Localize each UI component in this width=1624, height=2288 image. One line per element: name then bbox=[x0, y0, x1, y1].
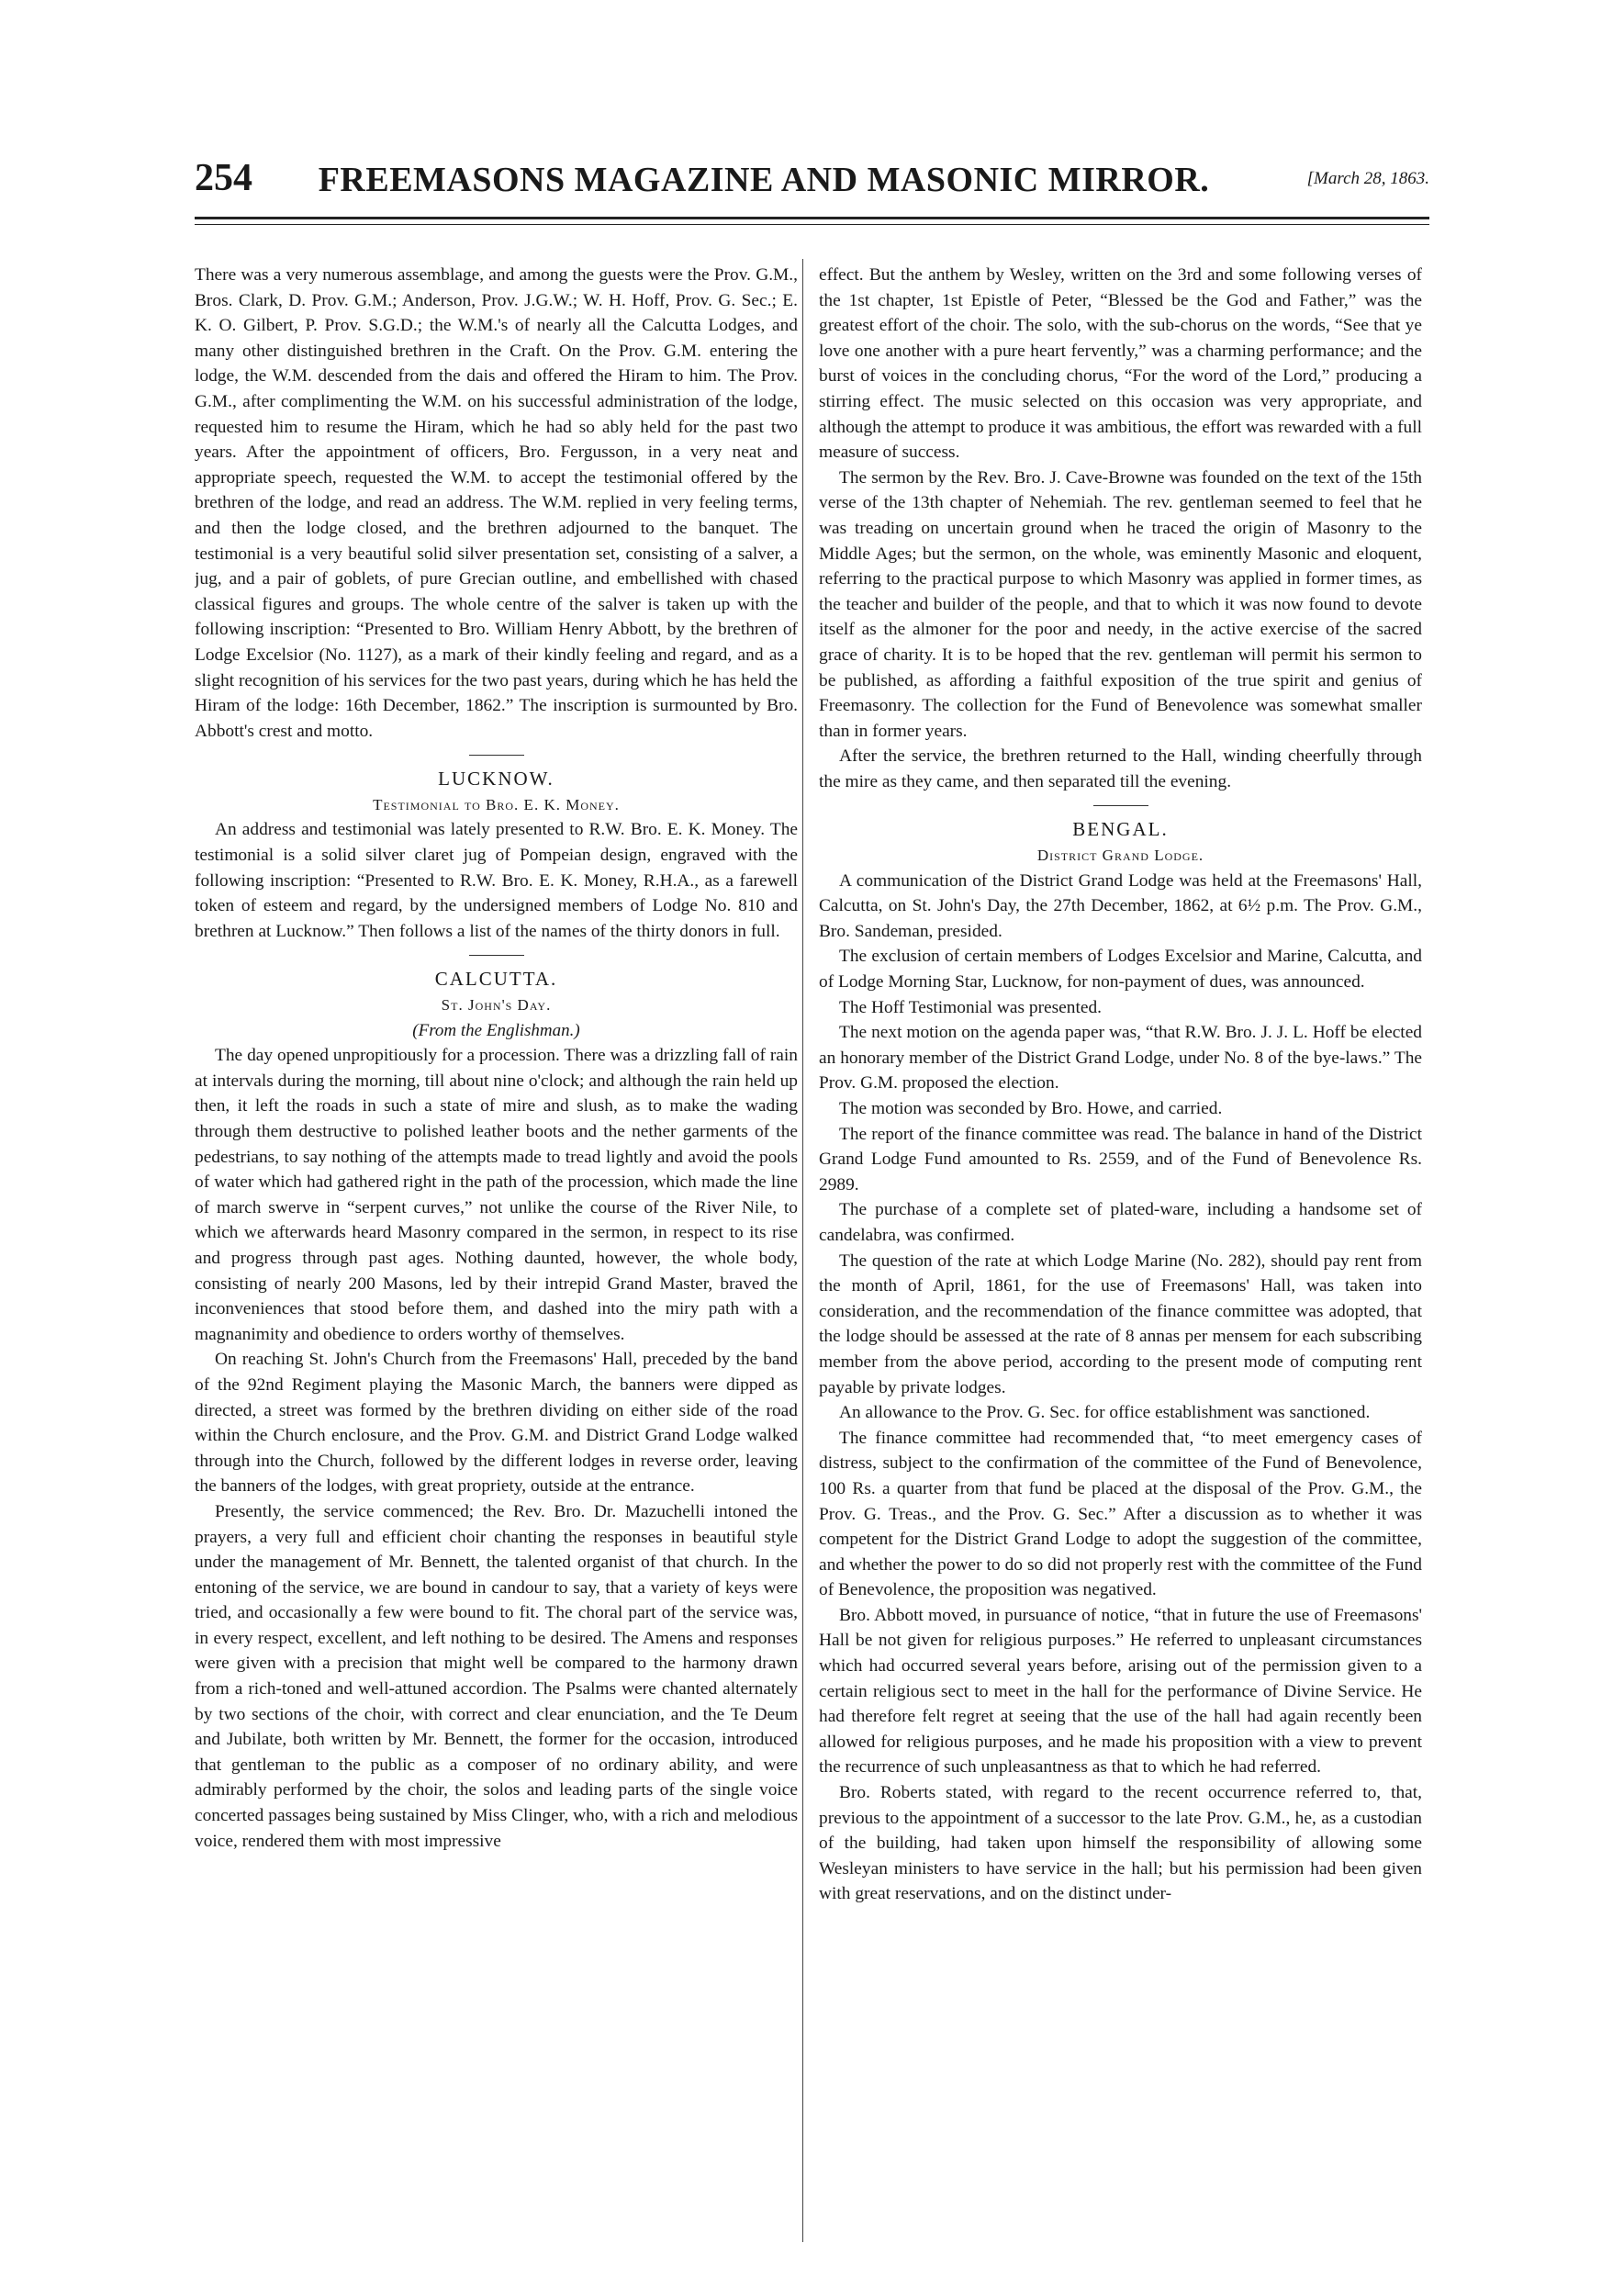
paragraph: The Hoff Testimonial was presented. bbox=[839, 997, 1103, 1017]
paragraph: The next motion on the agenda paper was, “that R.W. Bro. J. J. L. Hoff be elected an honorary member of the District Grand Lodge, under No. 8 of the bye-laws.” The Prov. G.M. proposed the election. bbox=[819, 1023, 1422, 1094]
page-number: 254 bbox=[195, 157, 252, 199]
paragraph: There was a very numerous assemblage, and among the guests were the Prov. G.M., Bros. Clark, D. Prov. G.M.; Anderson, Prov. J.G.W.; W. H. Hoff, Prov. G. Sec.; E. K. O. Gilbert, P. Prov. S.G.D.; the W.M.'s of nearly all the Calcutta Lodges, and many other distinguished brethren in the Craft. On the Prov. G.M. entering the lodge, the W.M. descended from the dais and offered the Hiram to him. The Prov. G.M., after complimenting the W.M. on his successful administration of the lodge, requested him to resume the Hiram, which he had so ably held for the past two years. After the appointment of officers, Bro. Fergusson, in a very neat and appropriate speech, requested the W.M. to accept the testimonial offered by the brethren of the lodge, and read an address. The W.M. replied in very feeling terms, and then the lodge closed, and the brethren adjourned to the banquet. The testimonial is a very beautiful solid silver presentation set, consisting of a salver, a jug, and a pair of goblets, of pure Grecian outline, and embellished with chased classical figures and groups. The whole centre of the salver is taken up with the following inscription: “Presented to Bro. William Henry Abbott, by the brethren of Lodge Excelsior (No. 1127), as a mark of their kindly feeling and regard, and as a slight recognition of his services for the two past years, during which he has held the Hiram of the lodge: 16th December, 1862.” The inscription is surmounted by Bro. Abbott's crest and motto. bbox=[195, 265, 798, 741]
section-divider bbox=[469, 955, 524, 956]
paragraph: The purchase of a complete set of plated-ware, including a handsome set of candelabra, was confirmed. bbox=[819, 1200, 1422, 1245]
paragraph: Presently, the service commenced; the Rev. Bro. Dr. Mazuchelli intoned the prayers, a very full and efficient choir chanting the responses in beautiful style under the management of Mr. Bennett, the talented organist of that church. In the entoning of the service, we are bound in candour to say, that a variety of keys were tried, and occasionally a few were bound to fit. The choral part of the service was, in every respect, excellent, and left nothing to be desired. The Amens and responses were given with a precision that might well be compared to the harmony drawn from a rich-toned and well-attuned accordion. The Psalms were chanted alternately by two sections of the choir, with correct and clear enunciation, and the Te Deum and Jubilate, both written by Mr. Bennett, the former for the occasion, introduced that gentleman to the public as a composer of no ordinary ability, and were admirably performed by the choir, the solos and leading parts of the single voice concerted passages being sustained by Miss Clinger, who, with a rich and melodious voice, rendered them with most impressive bbox=[195, 1501, 798, 1851]
paragraph: An address and testimonial was lately presented to R.W. Bro. E. K. Money. The testimonial is a solid silver claret jug of Pompeian design, engraved with the following inscription: “Presented to R.W. Bro. E. K. Money, R.H.A., as a farewell token of esteem and regard, by the undersigned members of Lodge No. 810 and brethren at Lucknow.” Then follows a list of the names of the thirty donors in full. bbox=[195, 820, 798, 941]
left-column bbox=[195, 263, 798, 2255]
paragraph: A communication of the District Grand Lodge was held at the Freemasons' Hall, Calcutta, on St. John's Day, the 27th December, 1862, at 6½ p.m. The Prov. G.M., Bro. Sandeman, presided. bbox=[819, 870, 1422, 941]
paragraph: The day opened unpropitiously for a procession. There was a drizzling fall of rain at intervals during the morning, till about nine o'clock; and although the rain held up then, it left the roads in such a state of mire and slush, as to make the wading through them destructive to polished leather boots and the nether garments of the pedestrians, to say nothing of the attempts made to tread lightly and avoid the pools of water which had gathered right in the path of the procession, which made the line of march swerve in “serpent curves,” not unlike the course of the River Nile, to which we afterwards heard Masonry compared in the sermon, in respect to its rise and progress through past ages. Nothing daunted, however, the whole body, consisting of nearly 200 Masons, led by their intrepid Grand Master, braved the inconveniences that stood before them, and dashed into the miry path with a magnanimity and obedience to orders worthy of themselves. bbox=[195, 1046, 798, 1344]
section-subheading: Testimonial to Bro. E. K. Money. bbox=[373, 795, 620, 813]
header-rule-thick bbox=[195, 217, 1429, 219]
paragraph: The sermon by the Rev. Bro. J. Cave-Browne was founded on the text of the 15th verse of the 13th chapter of Nehemiah. The rev. gentleman seemed to feel that he was treading on uncertain ground when he traced the origin of Masonry to the Middle Ages; but the sermon, on the whole, was eminently Masonic and eloquent, referring to the practical purpose to which Masonry was applied in former times, as the teacher and builder of the people, and that to which it was now found to devote itself as the almoner for the poor and needy, in the active exercise of the sacred grace of charity. It is to be hoped that the rev. gentleman will permit his sermon to be published, as affording a faithful exposition of the true spirit and genius of Freemasonry. The collection for the Fund of Benevolence was somewhat smaller than in former years. bbox=[819, 467, 1422, 741]
paragraph: On reaching St. John's Church from the Freemasons' Hall, preceded by the band of the 92nd Regiment playing the Masonic March, the banners were dipped as directed, a street was formed by the brethren dividing on either side of the road within the Church enclosure, and the Prov. G.M. and District Grand Lodge walked through into the Church, followed by the different lodges in reverse order, leaving the banners of the lodges, with great propriety, outside at the entrance. bbox=[195, 1350, 798, 1497]
paragraph: The question of the rate at which Lodge Marine (No. 282), should pay rent from the month of April, 1861, for the use of Freemasons' Hall, was taken into consideration, and the recommendation of the finance committee was adopted, that the lodge should be assessed at the rate of 8 annas per mensem for each subscribing member from the above period, according to the present mode of computing rent payable by private lodges. bbox=[819, 1251, 1422, 1397]
paragraph: The motion was seconded by Bro. Howe, and carried. bbox=[839, 1099, 1223, 1118]
section-subheading: St. John's Day. bbox=[441, 996, 552, 1015]
paragraph: Bro. Roberts stated, with regard to the recent occurrence referred to, that, previous to the appointment of a successor to the late Prov. G.M., he, as a custodian of the building, had taken upon himself the responsibility of allowing some Wesleyan ministers to have service in the hall; but his permission had been given with great reservations, and on the distinct under- bbox=[819, 1783, 1422, 1904]
paragraph: An allowance to the Prov. G. Sec. for office establishment was sanctioned. bbox=[839, 1403, 1371, 1423]
section-divider bbox=[469, 755, 524, 756]
section-heading-bengal: BENGAL. bbox=[1072, 818, 1169, 841]
masthead-title: FREEMASONS MAGAZINE AND MASONIC MIRROR. bbox=[318, 161, 1210, 199]
column-divider bbox=[802, 259, 803, 2242]
source-attribution: (From the Englishman.) bbox=[412, 1020, 580, 1040]
section-subheading: District Grand Lodge. bbox=[1036, 847, 1204, 865]
paragraph: effect. But the anthem by Wesley, written on the 3rd and some following verses of the 1st chapter, 1st Epistle of Peter, “Blessed be the God and Father,” was the greatest effort of the choir. The solo, with the sub-chorus on the words, “See that ye love one another with a pure heart fervently,” was a charming performance; and the burst of voices in the concluding chorus, “For the word of the Lord,” producing a stirring effect. The music selected on this occasion was very appropriate, and although the attempt to produce it was ambitious, the effort was rewarded with a full measure of success. bbox=[819, 265, 1422, 463]
section-heading-lucknow: LUCKNOW. bbox=[438, 768, 554, 791]
paragraph: The report of the finance committee was read. The balance in hand of the District Grand Lodge Fund amounted to Rs. 2559, and of the Fund of Benevolence Rs. 2989. bbox=[819, 1124, 1422, 1194]
section-heading-calcutta: CALCUTTA. bbox=[434, 968, 558, 991]
header-rule-thin bbox=[195, 224, 1429, 225]
page-header bbox=[195, 152, 1429, 207]
paragraph: The finance committee had recommended that, “to meet emergency cases of distress, subject to the confirmation of the committee of the Fund of Benevolence, 100 Rs. a quarter from that fund be placed at the disposal of the Prov. G.M., the Prov. G. Treas., and the Prov. G. Sec.” After a discussion as to whether it was competent for the District Grand Lodge to adopt the suggestion of the committee, and whether the power to do so did not properly rest with the committee of the Fund of Benevolence, the proposition was negatived. bbox=[819, 1428, 1422, 1600]
paragraph: After the service, the brethren returned to the Hall, winding cheerfully through the mire as they came, and then separated till the evening. bbox=[819, 746, 1422, 791]
paragraph: Bro. Abbott moved, in pursuance of notice, “that in future the use of Freemasons' Hall be not given for religious purposes.” He referred to unpleasant circumstances which had occurred several years before, arising out of the permission given to a certain religious sect to meet in the hall for the performance of Divine Service. He had therefore felt regret at seeing that the use of the hall had again recently been allowed for religious purposes, and he made his proposition with a view to prevent the recurrence of such unpleasantness as that to which he had referred. bbox=[819, 1605, 1422, 1778]
paragraph: The exclusion of certain members of Lodges Excelsior and Marine, Calcutta, and of Lodge Morning Star, Lucknow, for non-payment of dues, was announced. bbox=[819, 947, 1422, 993]
right-column bbox=[819, 263, 1422, 2255]
section-divider bbox=[1093, 805, 1148, 806]
issue-date: [March 28, 1863. bbox=[1306, 169, 1429, 188]
